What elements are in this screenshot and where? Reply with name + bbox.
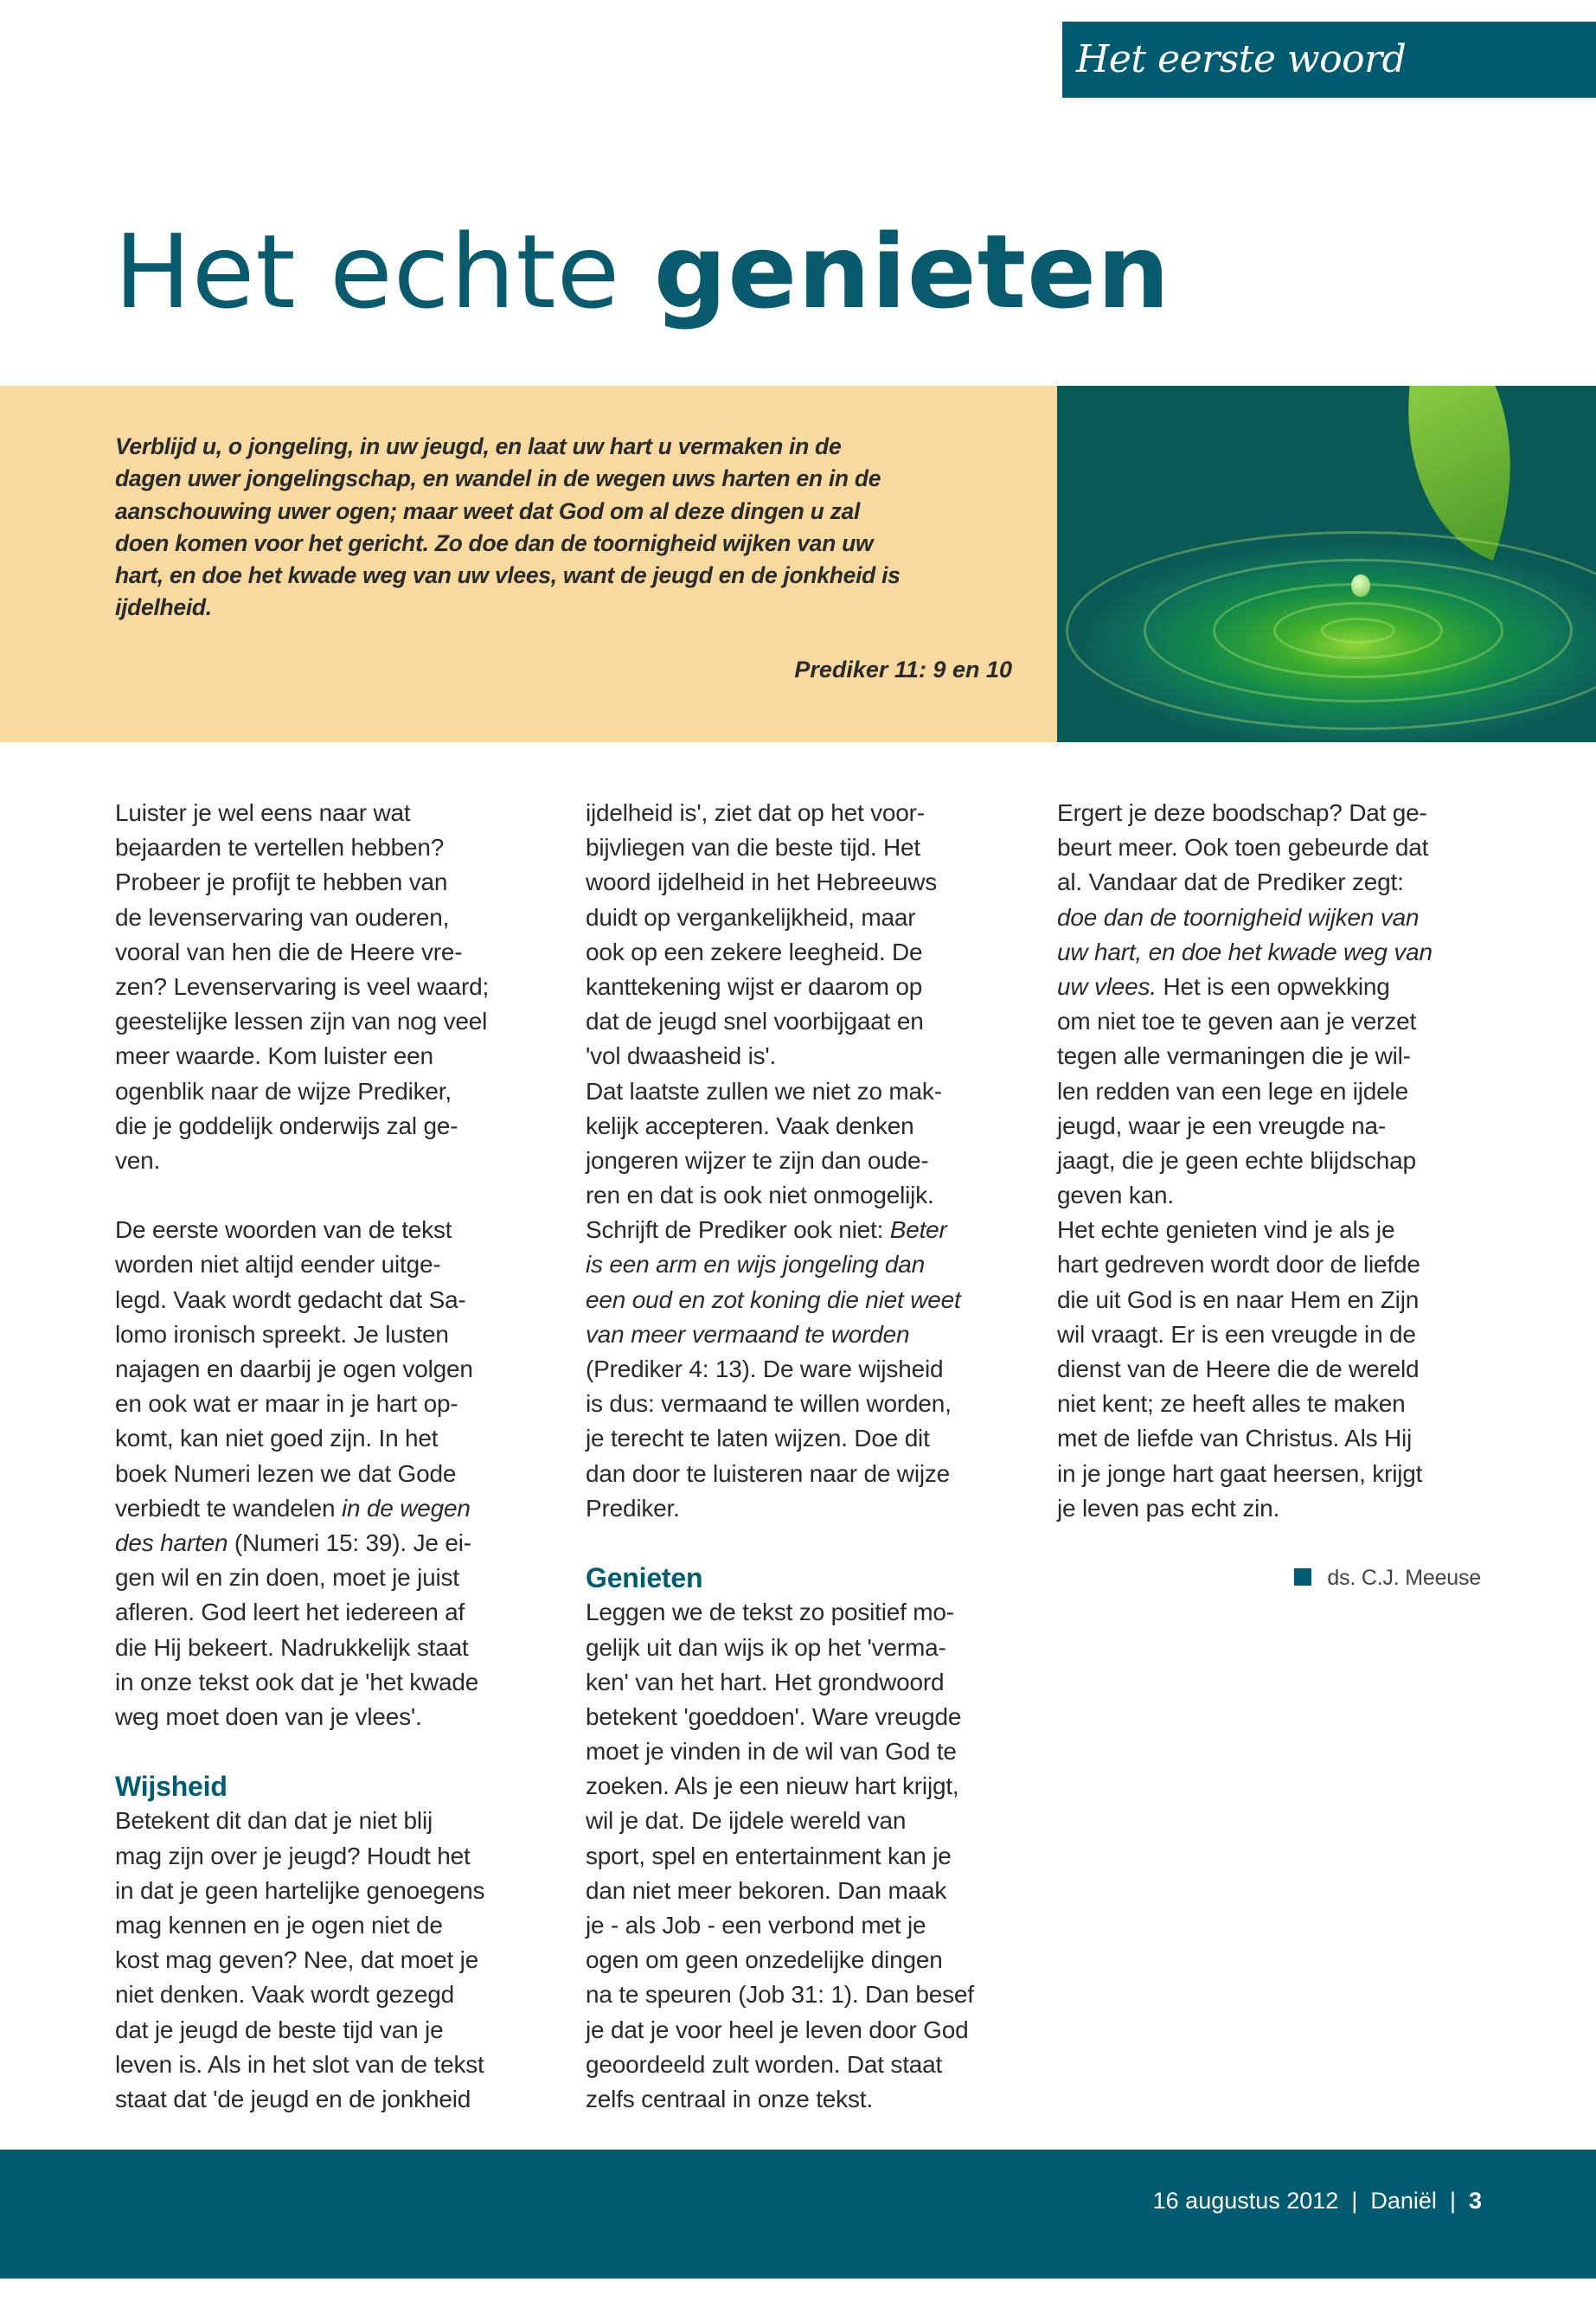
body-line: vooral van hen die de Heere vre- (115, 938, 463, 965)
body-line: ken' van het hart. Het grondwoord (586, 1668, 945, 1695)
section-label-banner (1062, 22, 1596, 98)
body-line (1057, 901, 1490, 935)
body-line (1057, 935, 1490, 970)
body-line: je leven pas echt zin. (1057, 1494, 1280, 1522)
body-line: geoordeeld zult worden. Dat staat (586, 2050, 943, 2078)
body-line: wil vraagt. Er is een vreugde in de (1057, 1320, 1416, 1348)
body-line: leven is. Als in het slot van de tekst (115, 2050, 484, 2078)
body-line (115, 1526, 548, 1561)
quote-text (115, 431, 901, 625)
quote-line: doen komen voor het gericht. Zo doe dan de toornigheid wijken van uw (115, 529, 874, 556)
footer-date: 16 augustus 2012 (1152, 2188, 1339, 2214)
italic-quote-text: uw vlees. (1057, 972, 1157, 1000)
body-line: zen? Levenservaring is veel waard; (115, 972, 490, 1000)
body-line: afleren. God leert het iedereen af (115, 1599, 465, 1626)
body-line: 'vol dwaasheid is'. (586, 1042, 777, 1070)
body-line: jaagt, die je geen echte blijdschap (1057, 1146, 1416, 1174)
blank-line (1057, 1526, 1490, 1561)
body-line: met de liefde van Christus. Als Hij (1057, 1425, 1413, 1452)
body-line: woord ijdelheid in het Hebreeuws (586, 868, 938, 896)
body-line: mag kennen en je ogen niet de (115, 1912, 443, 1939)
article-column-1 (115, 796, 548, 2117)
body-line (586, 1213, 1018, 1247)
body-line: mag zijn over je jeugd? Houdt het (115, 1842, 471, 1869)
section-heading: Genieten (586, 1562, 703, 1594)
body-line: in je jonge hart gaat heersen, krijgt (1057, 1459, 1423, 1487)
body-line: ogenblik naar de wijze Prediker, (115, 1077, 452, 1105)
italic-quote-text: in de wegen (341, 1494, 471, 1522)
body-line (115, 1491, 548, 1526)
body-line: staat dat 'de jeugd en de jonkheid (115, 2085, 471, 2112)
body-line: geestelijke lessen zijn van nog veel (115, 1008, 488, 1035)
page-number: 3 (1468, 2188, 1482, 2214)
body-line: bejaarden te vertellen hebben? (115, 834, 445, 862)
quote-line: aanschouwing uwer ogen; maar weet dat God om al deze dingen u zal (115, 497, 861, 524)
body-line: Luister je wel eens naar wat (115, 799, 411, 826)
body-line: zelfs centraal in onze tekst. (586, 2085, 873, 2112)
body-line: Probeer je profijt te hebben van (115, 868, 448, 896)
quote-line: ijdelheid. (115, 594, 212, 621)
body-line: bijvliegen van die beste tijd. Het (586, 834, 920, 862)
body-line: lomo ironisch spreekt. Je lusten (115, 1320, 449, 1348)
body-line: je terecht te laten wijzen. Doe dit (586, 1425, 930, 1452)
title-bold: genieten (653, 212, 1171, 331)
body-line: ook op een zekere leegheid. De (586, 938, 923, 965)
body-line: betekent 'goeddoen'. Ware vreugde (586, 1702, 962, 1730)
quote-line: dagen uwer jongelingschap, en wandel in de wegen uws harten en in de (115, 465, 881, 492)
body-line: niet kent; ze heeft alles te maken (1057, 1390, 1406, 1418)
body-line: je - als Job - een verbond met je (586, 1912, 926, 1939)
body-line: Betekent dit dan dat je niet blij (115, 1807, 433, 1835)
quote-reference: Prediker 11: 9 en 10 (794, 657, 1012, 683)
body-line: de levenservaring van ouderen, (115, 903, 450, 931)
footer-separator: | (1449, 2188, 1456, 2214)
body-line: ren en dat is ook niet onmogelijk. (586, 1182, 934, 1209)
body-text: verbiedt te wandelen (115, 1494, 342, 1522)
footer-separator: | (1351, 2188, 1358, 2214)
square-bullet-icon (1294, 1568, 1311, 1586)
italic-quote-text: des harten (115, 1529, 228, 1556)
body-line: wil je dat. De ijdele wereld van (586, 1807, 907, 1835)
ripple-ring (1066, 531, 1596, 730)
body-line: en ook wat er maar in je hart op- (115, 1390, 458, 1418)
body-line (586, 1247, 1018, 1282)
body-line: kost mag geven? Nee, dat moet je (115, 1946, 479, 1974)
body-line: gen wil en zin doen, moet je juist (115, 1564, 459, 1592)
body-line: worden niet altijd eender uitge- (115, 1251, 441, 1279)
blank-line (115, 1734, 548, 1769)
body-line: Ergert je deze boodschap? Dat ge- (1057, 799, 1427, 826)
quote-line: hart, en doe het kwade weg van uw vlees, want de jeugd en de jonkheid is (115, 562, 901, 589)
body-line: in onze tekst ook dat je 'het kwade (115, 1668, 479, 1695)
section-label: Het eerste woord (1076, 37, 1407, 81)
blank-line (115, 1178, 548, 1213)
body-line: ijdelheid is', ziet dat op het voor- (586, 799, 925, 826)
author-name: ds. C.J. Meeuse (1327, 1566, 1481, 1591)
section-heading: Wijsheid (115, 1771, 228, 1803)
body-text: Schrijft de Prediker ook niet: (586, 1216, 890, 1244)
body-line: Leggen we de tekst zo positief mo- (586, 1599, 954, 1626)
body-line: najagen en daarbij je ogen volgen (115, 1356, 473, 1382)
page-footer (0, 2150, 1596, 2279)
italic-quote-text: van meer vermaand te worden (586, 1320, 910, 1348)
article-column-3 (1057, 796, 1490, 1595)
body-line: geven kan. (1057, 1182, 1174, 1209)
body-line: dan niet meer bekoren. Dan maak (586, 1876, 947, 1904)
article-column-2 (586, 796, 1018, 2117)
body-line: die uit God is en naar Hem en Zijn (1057, 1285, 1420, 1313)
body-line: jongeren wijzer te zijn dan oude- (586, 1146, 929, 1174)
footer-text (1153, 2188, 1482, 2214)
body-line: dan door te luisteren naar de wijze (586, 1459, 951, 1487)
body-line: kelijk accepteren. Vaak denken (586, 1112, 914, 1139)
body-line: De eerste woorden van de tekst (115, 1216, 452, 1244)
body-line (586, 1283, 1018, 1317)
italic-quote-text: doe dan de toornigheid wijken van (1057, 903, 1420, 931)
body-line: Dat laatste zullen we niet zo mak- (586, 1077, 942, 1105)
body-line: boek Numeri lezen we dat Gode (115, 1459, 457, 1487)
blank-line (586, 1526, 1018, 1561)
body-line: na te speuren (Job 31: 1). Dan besef (586, 1981, 974, 2009)
article-title (114, 212, 1170, 331)
body-line: duidt op vergankelijkheid, maar (586, 903, 916, 931)
body-line: Het echte genieten vind je als je (1057, 1216, 1395, 1244)
body-line: die Hij bekeert. Nadrukkelijk staat (115, 1633, 469, 1661)
body-line: len redden van een lege en ijdele (1057, 1077, 1408, 1105)
body-line: niet denken. Vaak wordt gezegd (115, 1981, 454, 2009)
body-line: weg moet doen van je vlees'. (115, 1702, 422, 1730)
body-line: beurt meer. Ook toen gebeurde dat (1057, 834, 1429, 862)
body-line: ogen om geen onzedelijke dingen (586, 1946, 943, 1974)
body-line: in dat je geen hartelijke genoegens (115, 1876, 485, 1904)
body-line (586, 1317, 1018, 1352)
body-line: al. Vandaar dat de Prediker zegt: (1057, 868, 1404, 896)
body-line: hart gedreven wordt door de liefde (1057, 1251, 1420, 1279)
body-text: Het is een opwekking (1156, 972, 1390, 1000)
body-line: Prediker. (586, 1494, 680, 1522)
body-line: meer waarde. Kom luister een (115, 1042, 433, 1070)
body-line: jeugd, waar je een vreugde na- (1057, 1112, 1387, 1139)
body-line: legd. Vaak wordt gedacht dat Sa- (115, 1285, 466, 1313)
water-drop-photo (1057, 386, 1596, 742)
body-line: gelijk uit dan wijs ik op het 'verma- (586, 1633, 946, 1661)
italic-quote-text: Beter (889, 1216, 947, 1244)
body-line: moet je vinden in de wil van God te (586, 1738, 957, 1766)
body-line: dat je jeugd de beste tijd van je (115, 2016, 444, 2043)
bible-quote-box (0, 386, 1057, 742)
quote-line: Verblijd u, o jongeling, in uw jeugd, en laat uw hart u vermaken in de (115, 433, 842, 459)
body-line: kanttekening wijst er daarom op (586, 972, 923, 1000)
italic-quote-text: een oud en zot koning die niet weet (586, 1285, 961, 1313)
body-line: dienst van de Heere die de wereld (1057, 1356, 1420, 1382)
body-line: je dat je voor heel je leven door God (586, 2016, 969, 2043)
body-line: zoeken. Als je een nieuw hart krijgt, (586, 1772, 959, 1800)
body-line: is dus: vermaand te willen worden, (586, 1390, 952, 1418)
body-line: om niet toe te geven aan je verzet (1057, 1008, 1417, 1035)
italic-quote-text: is een arm en wijs jongeling dan (586, 1251, 926, 1279)
italic-quote-text: uw hart, en doe het kwade weg van (1057, 938, 1433, 965)
body-line: dat de jeugd snel voorbijgaat en (586, 1008, 924, 1035)
body-line: (Prediker 4: 13). De ware wijsheid (586, 1356, 944, 1382)
title-light: Het echte (114, 212, 621, 331)
author-signature (1057, 1561, 1481, 1595)
body-line: die je goddelijk onderwijs zal ge- (115, 1112, 458, 1139)
body-line: tegen alle vermaningen die je wil- (1057, 1042, 1411, 1070)
body-line: ven. (115, 1146, 161, 1174)
body-text: (Numeri 15: 39). Je ei- (228, 1529, 471, 1556)
body-line: komt, kan niet goed zijn. In het (115, 1425, 439, 1452)
footer-publication: Daniël (1370, 2188, 1437, 2214)
body-line: sport, spel en entertainment kan je (586, 1842, 952, 1869)
body-line (1057, 970, 1490, 1004)
